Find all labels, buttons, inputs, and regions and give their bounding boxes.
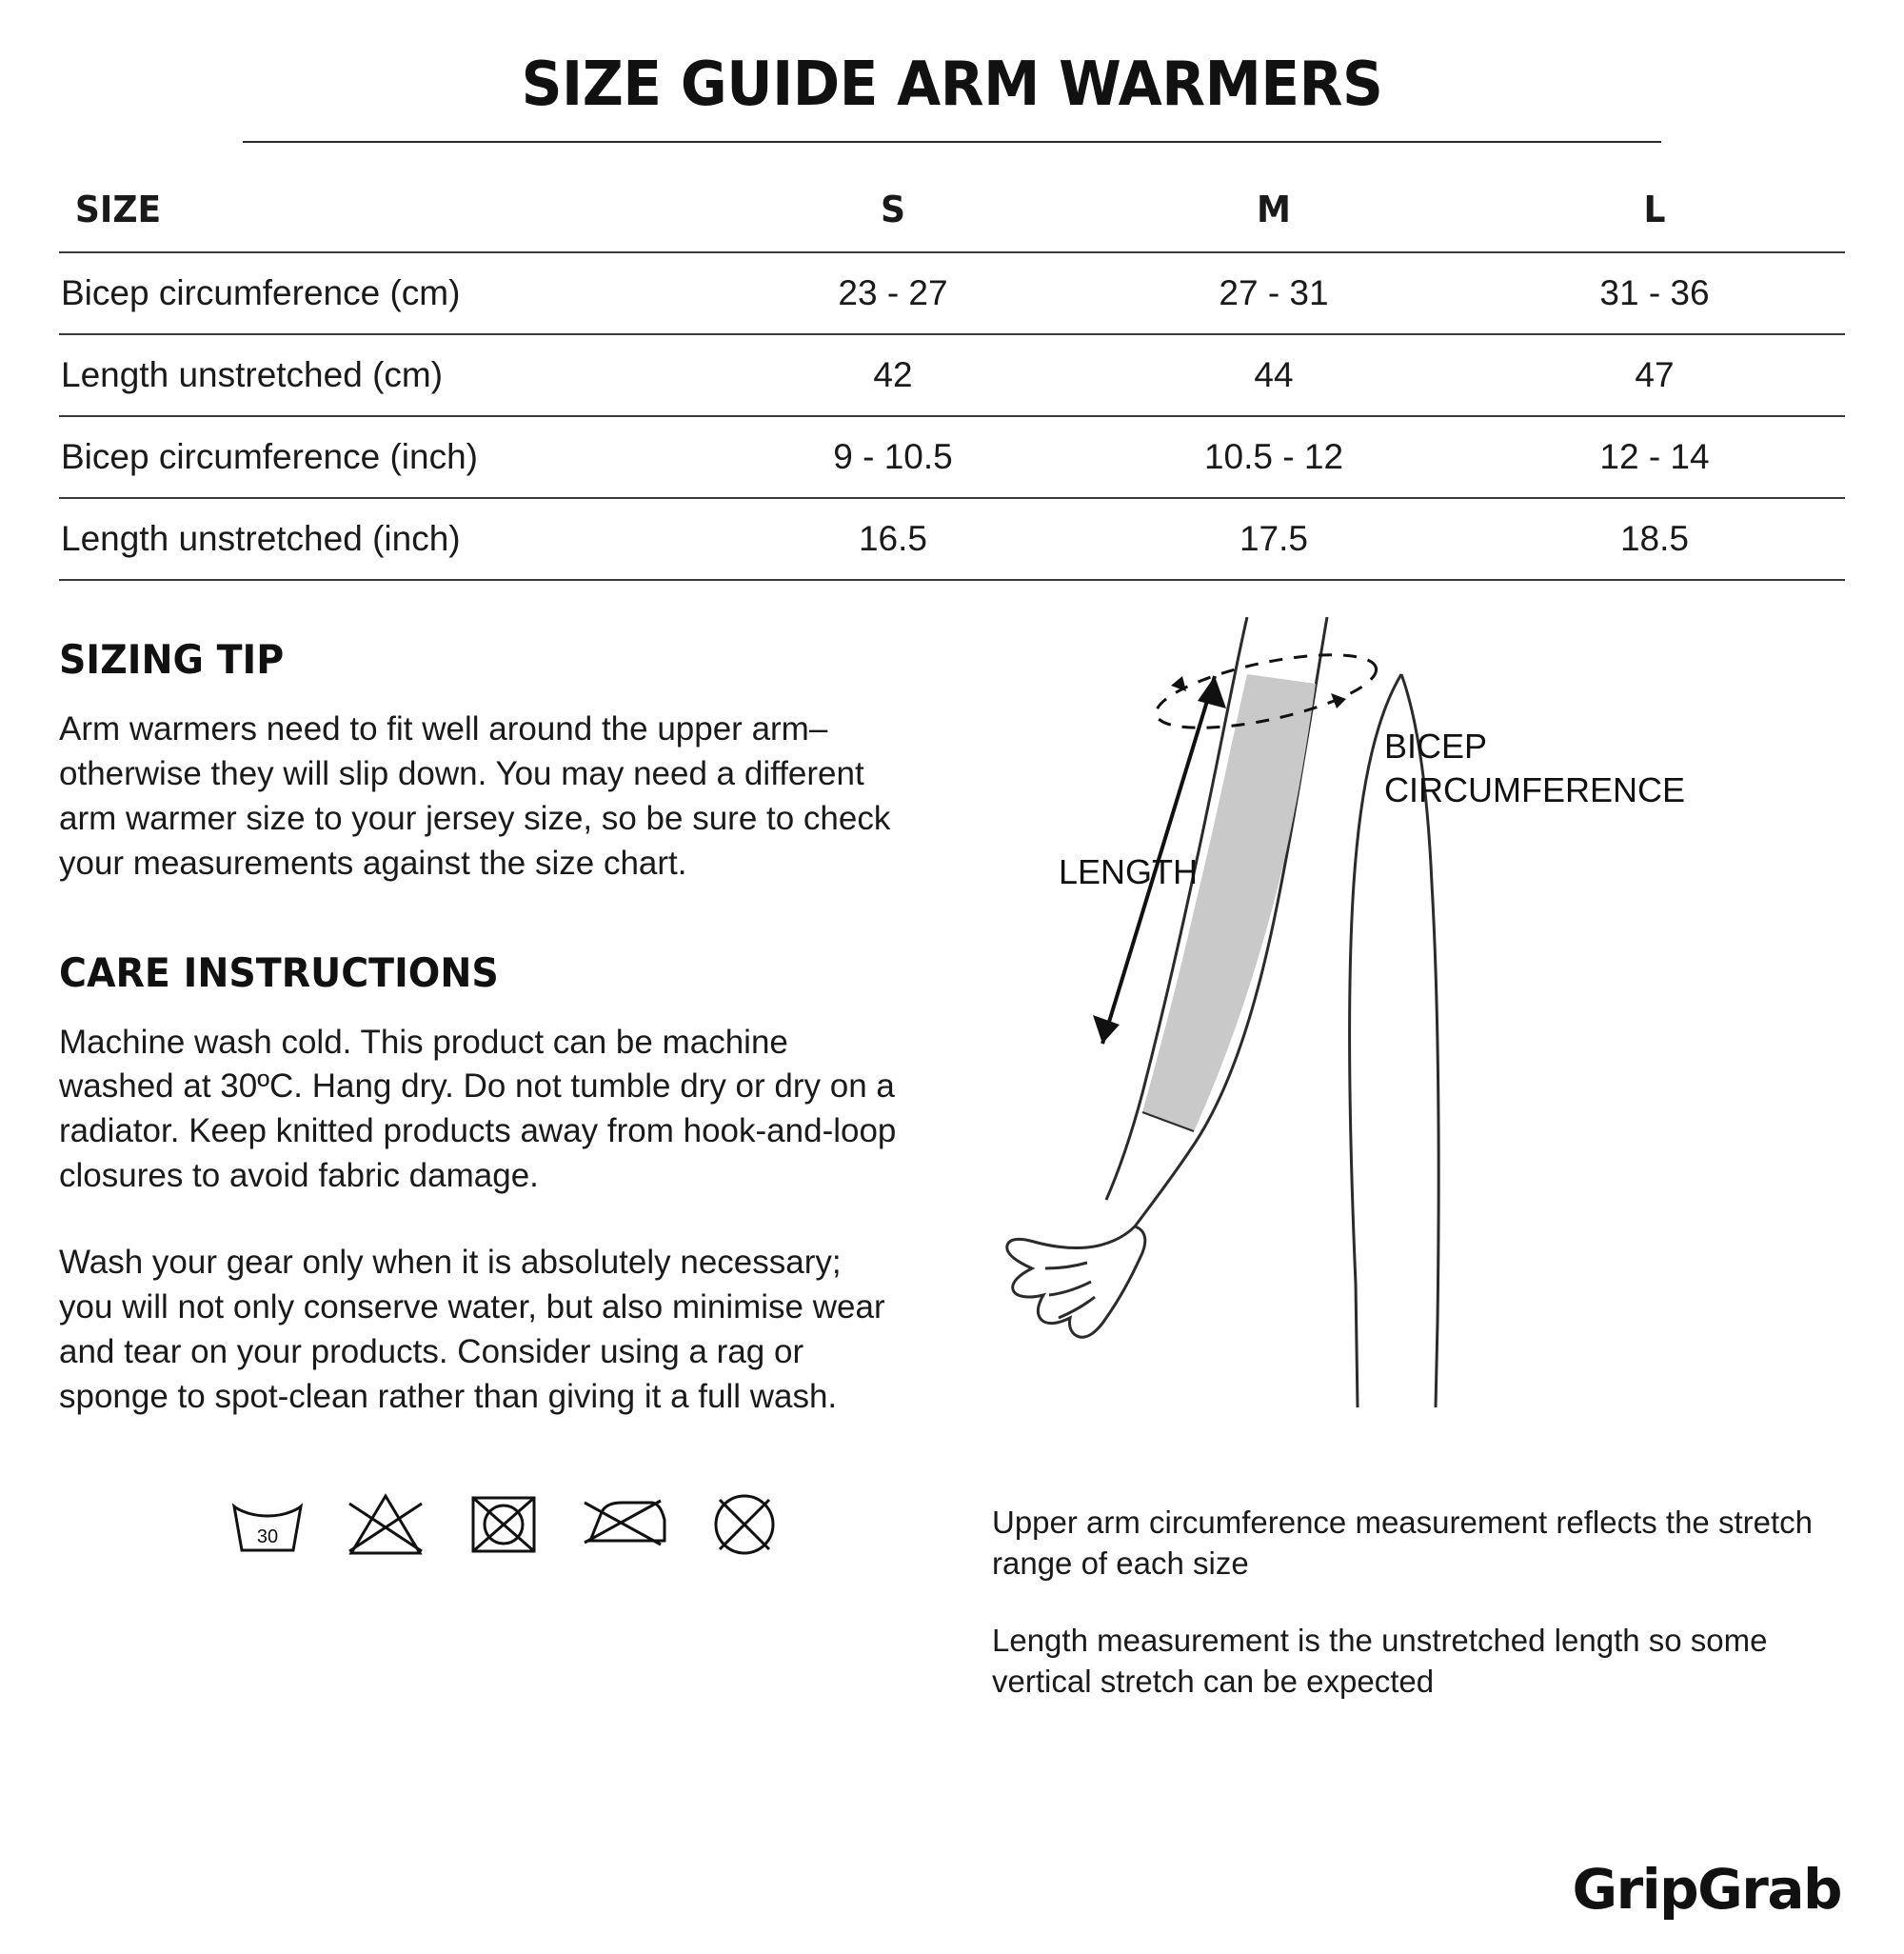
bicep-label-line1: BICEP [1384,727,1488,766]
cell-l: 31 - 36 [1599,273,1710,312]
cell-m: 10.5 - 12 [1203,437,1344,476]
care-symbols [59,1488,944,1561]
title-divider [243,141,1661,143]
do-not-tumble-dry-icon [466,1490,541,1559]
cell-s: 16.5 [858,519,927,558]
do-not-dry-clean-icon [708,1488,781,1561]
note-length: Length measurement is the unstretched length so some vertical stretch can be expected [992,1622,1768,1699]
right-column [944,636,1845,1739]
cell-s: 23 - 27 [838,273,948,312]
size-table [59,189,1845,581]
left-column [59,636,944,1739]
row-label: Length unstretched (inch) [61,519,461,558]
cell-s: 42 [873,355,913,394]
size-table-head [59,189,1845,252]
table-row [59,334,1845,416]
sizing-tip-text: Arm warmers need to fit well around the upper arm–otherwise they will slip down. You may need a different arm warmer size to your jersey size, so be sure to check your measurements against the size chart. [59,710,891,882]
table-header-row [59,189,1845,252]
cell-l: 12 - 14 [1599,437,1710,476]
table-row [59,416,1845,498]
do-not-iron-icon [581,1493,668,1556]
size-table-body [59,252,1845,580]
column-header-m: M [1257,189,1291,230]
column-header-size: SIZE [74,189,162,230]
machine-wash-30-icon [230,1493,305,1556]
row-label: Bicep circumference (cm) [61,273,461,312]
cell-m: 17.5 [1239,519,1308,558]
care-paragraph-1: Machine wash cold. This product can be machine washed at 30ºC. Hang dry. Do not tumble dry or dry on a radiator. Keep knitted products away from hook-and-loop closures to avoid fabric damage. [59,1023,897,1195]
bicep-label-line2: CIRCUMFERENCE [1384,770,1686,809]
cell-m: 44 [1254,355,1294,394]
care-paragraph-2: Wash your gear only when it is absolutely necessary; you will not only conserve water, but also minimise wear and tear on your products. Consider using a rag or sponge to spot-clean rather than giving it a full wash. [59,1244,885,1415]
care-instructions-heading: CARE INSTRUCTIONS [59,948,499,996]
table-row [59,498,1845,580]
note-circumference: Upper arm circumference measurement reflects the stretch range of each size [992,1505,1813,1581]
spacer [59,1199,944,1241]
cell-m: 27 - 31 [1219,273,1329,312]
length-label: LENGTH [1059,852,1199,891]
spacer [59,887,944,949]
cell-l: 47 [1635,355,1675,394]
page-title: SIZE GUIDE ARM WARMERS [521,50,1383,120]
content-columns [59,636,1845,1739]
sizing-tip-heading: SIZING TIP [59,636,285,683]
svg-text:30: 30 [256,1525,279,1547]
do-not-bleach-icon [345,1490,426,1559]
row-label: Bicep circumference (inch) [61,437,478,476]
table-row [59,252,1845,334]
size-guide-page [0,50,1904,1954]
cell-s: 9 - 10.5 [833,437,953,476]
arm-illustration [992,636,1845,1493]
column-header-l: L [1643,189,1666,230]
illustration-notes [992,1503,1845,1703]
column-header-s: S [880,189,906,230]
row-label: Length unstretched (cm) [61,355,444,394]
gripgrab-logo: GripGrab [1572,1857,1841,1922]
cell-l: 18.5 [1619,519,1689,558]
